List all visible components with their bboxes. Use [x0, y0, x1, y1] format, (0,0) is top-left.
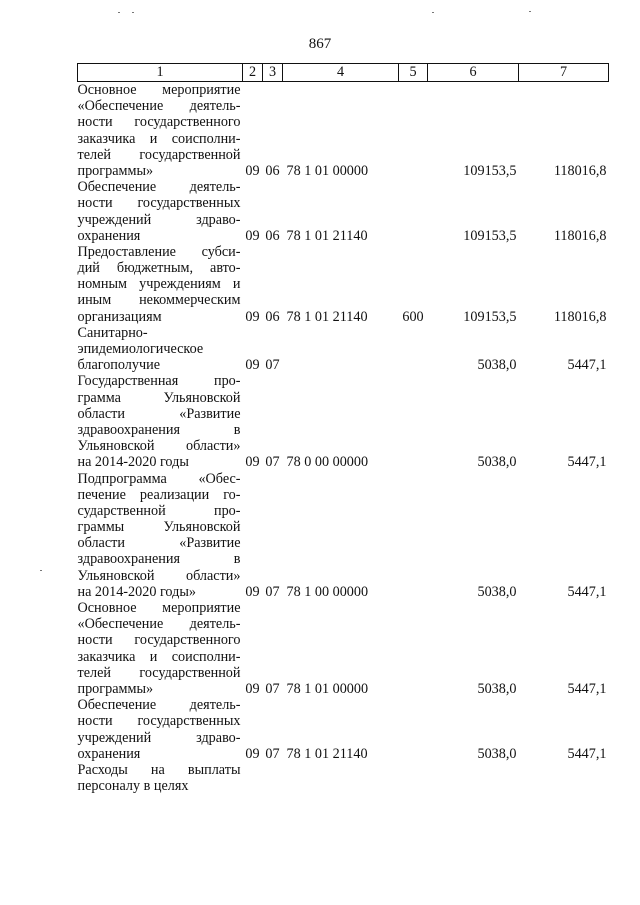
- scan-speck: [118, 12, 120, 13]
- row-name: [78, 325, 243, 374]
- row-name-line: [78, 600, 241, 616]
- justified-word: государственной: [139, 664, 241, 681]
- header-col-3: 3: [263, 64, 283, 82]
- justified-word: печение: [77, 486, 126, 503]
- justified-word: Государственная: [77, 373, 179, 390]
- row-amount-year-1: 5038,0: [477, 583, 517, 600]
- row-section-code: 09: [245, 357, 260, 374]
- justified-word: иным: [77, 292, 112, 309]
- row-name-line: [78, 616, 241, 632]
- row-name-line: [78, 697, 241, 713]
- table-row: [78, 762, 609, 794]
- justified-word: ности: [77, 713, 113, 730]
- row-name-line: программы»: [77, 680, 154, 697]
- justified-word: «Обес-: [198, 470, 241, 487]
- justified-word: дий: [77, 260, 100, 277]
- header-col-5: 5: [399, 64, 428, 82]
- row-name-line: [78, 503, 241, 519]
- row-name-line: [78, 471, 241, 487]
- row-section-code: 09: [245, 227, 260, 244]
- row-name-line: [78, 179, 241, 195]
- row-name-line: Санитарно-: [77, 324, 148, 341]
- row-name-line: [78, 632, 241, 648]
- justified-word: Основное: [77, 82, 137, 98]
- header-col-6: 6: [428, 64, 519, 82]
- row-target-article: 78 1 01 21140: [286, 308, 368, 325]
- justified-word: Ульяновской: [77, 567, 155, 584]
- justified-word: в: [233, 421, 241, 438]
- justified-word: здравоохранения: [77, 551, 180, 568]
- justified-word: соисполни-: [171, 130, 241, 147]
- justified-word: области: [77, 535, 125, 552]
- table-row: [78, 600, 609, 697]
- row-amount-year-1: 5038,0: [477, 454, 517, 471]
- row-name: [78, 82, 243, 180]
- justified-word: Обеспечение: [77, 179, 157, 196]
- justified-word: учреждений: [77, 211, 152, 228]
- justified-word: заказчика: [77, 130, 136, 147]
- header-col-4: 4: [283, 64, 399, 82]
- row-subsection-code: [263, 762, 283, 794]
- row-name-line: программы»: [77, 162, 154, 179]
- justified-word: субси-: [201, 243, 241, 260]
- row-amount-year-1: 5038,0: [477, 357, 517, 374]
- justified-word: здраво-: [196, 211, 241, 228]
- row-name-line: [78, 131, 241, 147]
- justified-word: и: [149, 130, 158, 147]
- row-name-line: [78, 422, 241, 438]
- row-target-article: [283, 325, 399, 374]
- justified-word: деятель-: [189, 616, 241, 633]
- row-subsection-code: 07: [265, 357, 280, 374]
- row-name-line: [78, 649, 241, 665]
- justified-word: телей: [77, 146, 111, 163]
- table-row: [78, 471, 609, 601]
- row-name-line: [78, 551, 241, 567]
- row-amount-year-2: 5447,1: [567, 745, 607, 762]
- justified-word: Ульяновской: [163, 519, 241, 536]
- justified-word: области»: [185, 567, 241, 584]
- row-name-line: [78, 276, 241, 292]
- row-expense-type: [399, 325, 428, 374]
- justified-word: бюджетным,: [116, 260, 193, 277]
- justified-word: Расходы: [77, 761, 128, 778]
- row-subsection-code: 07: [265, 680, 280, 697]
- justified-word: государственных: [137, 713, 241, 730]
- row-name: [78, 600, 243, 697]
- row-subsection-code: 06: [265, 227, 280, 244]
- justified-word: «Развитие: [179, 535, 241, 552]
- justified-word: реализации: [139, 486, 210, 503]
- table-header: [78, 64, 609, 82]
- row-name-line: [78, 665, 241, 681]
- row-name-line: охранения: [77, 745, 141, 762]
- justified-word: Ульяновской: [77, 438, 155, 455]
- row-expense-type: [399, 373, 428, 470]
- row-expense-type: [399, 762, 428, 794]
- justified-word: и: [149, 648, 158, 665]
- justified-word: «Развитие: [179, 405, 241, 422]
- row-section-code: 09: [245, 162, 260, 179]
- justified-word: здраво-: [196, 729, 241, 746]
- row-name-line: [78, 147, 241, 163]
- row-amount-year-2: 118016,8: [553, 227, 607, 244]
- row-name-line: [78, 762, 241, 778]
- row-name-line: эпидемиологическое: [77, 341, 204, 357]
- table-body: [78, 82, 609, 795]
- row-target-article: 78 1 00 00000: [286, 583, 369, 600]
- row-name-line: на 2014-2020 годы: [77, 454, 189, 471]
- row-target-article: 78 1 01 00000: [286, 162, 369, 179]
- row-target-article: 78 1 01 00000: [286, 680, 369, 697]
- row-name-line: [78, 98, 241, 114]
- row-section-code: 09: [245, 680, 260, 697]
- justified-word: в: [233, 551, 241, 568]
- justified-word: области»: [185, 438, 241, 455]
- justified-word: и: [232, 276, 241, 293]
- row-subsection-code: 07: [265, 583, 280, 600]
- row-amount-year-1: 5038,0: [477, 745, 517, 762]
- justified-word: «Обеспечение: [77, 616, 164, 633]
- table-row: [78, 179, 609, 244]
- justified-word: про-: [213, 373, 241, 390]
- row-name-line: [78, 406, 241, 422]
- row-subsection-code: 06: [265, 308, 280, 325]
- justified-word: соисполни-: [171, 648, 241, 665]
- row-name-line: [78, 260, 241, 276]
- row-expense-type: [399, 82, 428, 180]
- row-name-line: охранения: [77, 227, 141, 244]
- justified-word: заказчика: [77, 648, 136, 665]
- justified-word: Подпрограмма: [77, 470, 167, 487]
- header-col-2: 2: [243, 64, 263, 82]
- row-name: [78, 471, 243, 601]
- row-amount-year-2: 5447,1: [567, 454, 607, 471]
- justified-word: государственного: [134, 632, 241, 649]
- row-amount-year-1: [428, 762, 519, 794]
- row-name-line: [78, 114, 241, 130]
- justified-word: «Обеспечение: [77, 98, 164, 115]
- budget-table: [77, 63, 609, 794]
- row-name-line: [78, 82, 241, 98]
- row-name-line: [78, 212, 241, 228]
- justified-word: ности: [77, 195, 113, 212]
- row-name-line: [78, 535, 241, 551]
- justified-word: области: [77, 405, 125, 422]
- row-amount-year-1: 109153,5: [463, 227, 517, 244]
- justified-word: государственного: [134, 114, 241, 131]
- row-expense-type: [399, 471, 428, 601]
- justified-word: ности: [77, 114, 113, 131]
- row-amount-year-2: 118016,8: [553, 162, 607, 179]
- justified-word: мероприятие: [162, 600, 241, 616]
- row-name-line: [78, 195, 241, 211]
- row-subsection-code: 07: [265, 454, 280, 471]
- justified-word: государственной: [139, 146, 241, 163]
- row-expense-type: [399, 600, 428, 697]
- justified-word: деятель-: [189, 98, 241, 115]
- justified-word: ности: [77, 632, 113, 649]
- table-row: [78, 697, 609, 762]
- table-row: [78, 82, 609, 180]
- row-subsection-code: 07: [265, 745, 280, 762]
- row-name-line: [78, 373, 241, 389]
- row-amount-year-2: 5447,1: [567, 357, 607, 374]
- row-section-code: 09: [245, 454, 260, 471]
- row-name: [78, 697, 243, 762]
- row-subsection-code: 06: [265, 162, 280, 179]
- justified-word: учреждениям: [139, 276, 221, 293]
- row-section-code: [243, 762, 263, 794]
- row-name-line: на 2014-2020 годы»: [77, 583, 196, 600]
- justified-word: Предоставление: [77, 243, 176, 260]
- row-name-line: [78, 292, 241, 308]
- row-name: [78, 762, 243, 794]
- header-col-1: 1: [78, 64, 243, 82]
- row-name-line: [78, 519, 241, 535]
- page-number: 867: [308, 36, 332, 52]
- table-row: [78, 244, 609, 325]
- row-amount-year-2: 5447,1: [567, 680, 607, 697]
- row-name: [78, 179, 243, 244]
- scan-speck: [132, 12, 134, 13]
- header-col-7: 7: [519, 64, 609, 82]
- justified-word: граммы: [77, 519, 125, 536]
- row-name: [78, 244, 243, 325]
- justified-word: некоммерческим: [139, 292, 241, 309]
- row-amount-year-1: 109153,5: [463, 308, 517, 325]
- row-name-line: [78, 713, 241, 729]
- row-amount-year-1: 5038,0: [477, 680, 517, 697]
- justified-word: учреждений: [77, 729, 152, 746]
- row-name-line: [78, 438, 241, 454]
- row-target-article: 78 0 00 00000: [286, 454, 369, 471]
- justified-word: здравоохранения: [77, 421, 180, 438]
- row-name-line: организациям: [77, 308, 162, 325]
- justified-word: Основное: [77, 600, 137, 616]
- table-row: [78, 373, 609, 470]
- justified-word: телей: [77, 664, 111, 681]
- row-amount-year-1: 109153,5: [463, 162, 517, 179]
- justified-word: номным: [77, 276, 127, 293]
- row-name-line: [78, 568, 241, 584]
- table-row: [78, 325, 609, 374]
- row-expense-type: 600: [402, 308, 424, 325]
- justified-word: про-: [213, 502, 241, 519]
- row-name-line: персоналу в целях: [77, 778, 189, 795]
- row-section-code: 09: [245, 308, 260, 325]
- row-section-code: 09: [245, 583, 260, 600]
- row-name-line: [78, 487, 241, 503]
- justified-word: выплаты: [187, 761, 241, 778]
- justified-word: авто-: [210, 260, 241, 277]
- row-amount-year-2: 118016,8: [553, 308, 607, 325]
- justified-word: деятель-: [189, 179, 241, 196]
- justified-word: деятель-: [189, 697, 241, 714]
- scan-speck: [432, 12, 434, 13]
- header-row: [78, 64, 609, 82]
- justified-word: Обеспечение: [77, 697, 157, 714]
- justified-word: сударственной: [77, 502, 166, 519]
- justified-word: государственных: [137, 195, 241, 212]
- justified-word: на: [150, 761, 165, 778]
- row-target-article: [283, 762, 399, 794]
- scan-speck: [40, 570, 42, 571]
- justified-word: мероприятие: [162, 82, 241, 98]
- justified-word: го-: [223, 486, 241, 503]
- justified-word: Ульяновской: [163, 389, 241, 406]
- row-name: [78, 373, 243, 470]
- row-name-line: [78, 244, 241, 260]
- justified-word: грамма: [77, 389, 121, 406]
- row-target-article: 78 1 01 21140: [286, 745, 368, 762]
- row-amount-year-2: 5447,1: [567, 583, 607, 600]
- row-amount-year-2: [519, 762, 609, 794]
- row-expense-type: [399, 697, 428, 762]
- row-target-article: 78 1 01 21140: [286, 227, 368, 244]
- row-section-code: 09: [245, 745, 260, 762]
- row-expense-type: [399, 179, 428, 244]
- row-name-line: [78, 730, 241, 746]
- row-name-line: благополучие: [77, 357, 160, 374]
- scan-speck: [529, 11, 531, 12]
- row-name-line: [78, 390, 241, 406]
